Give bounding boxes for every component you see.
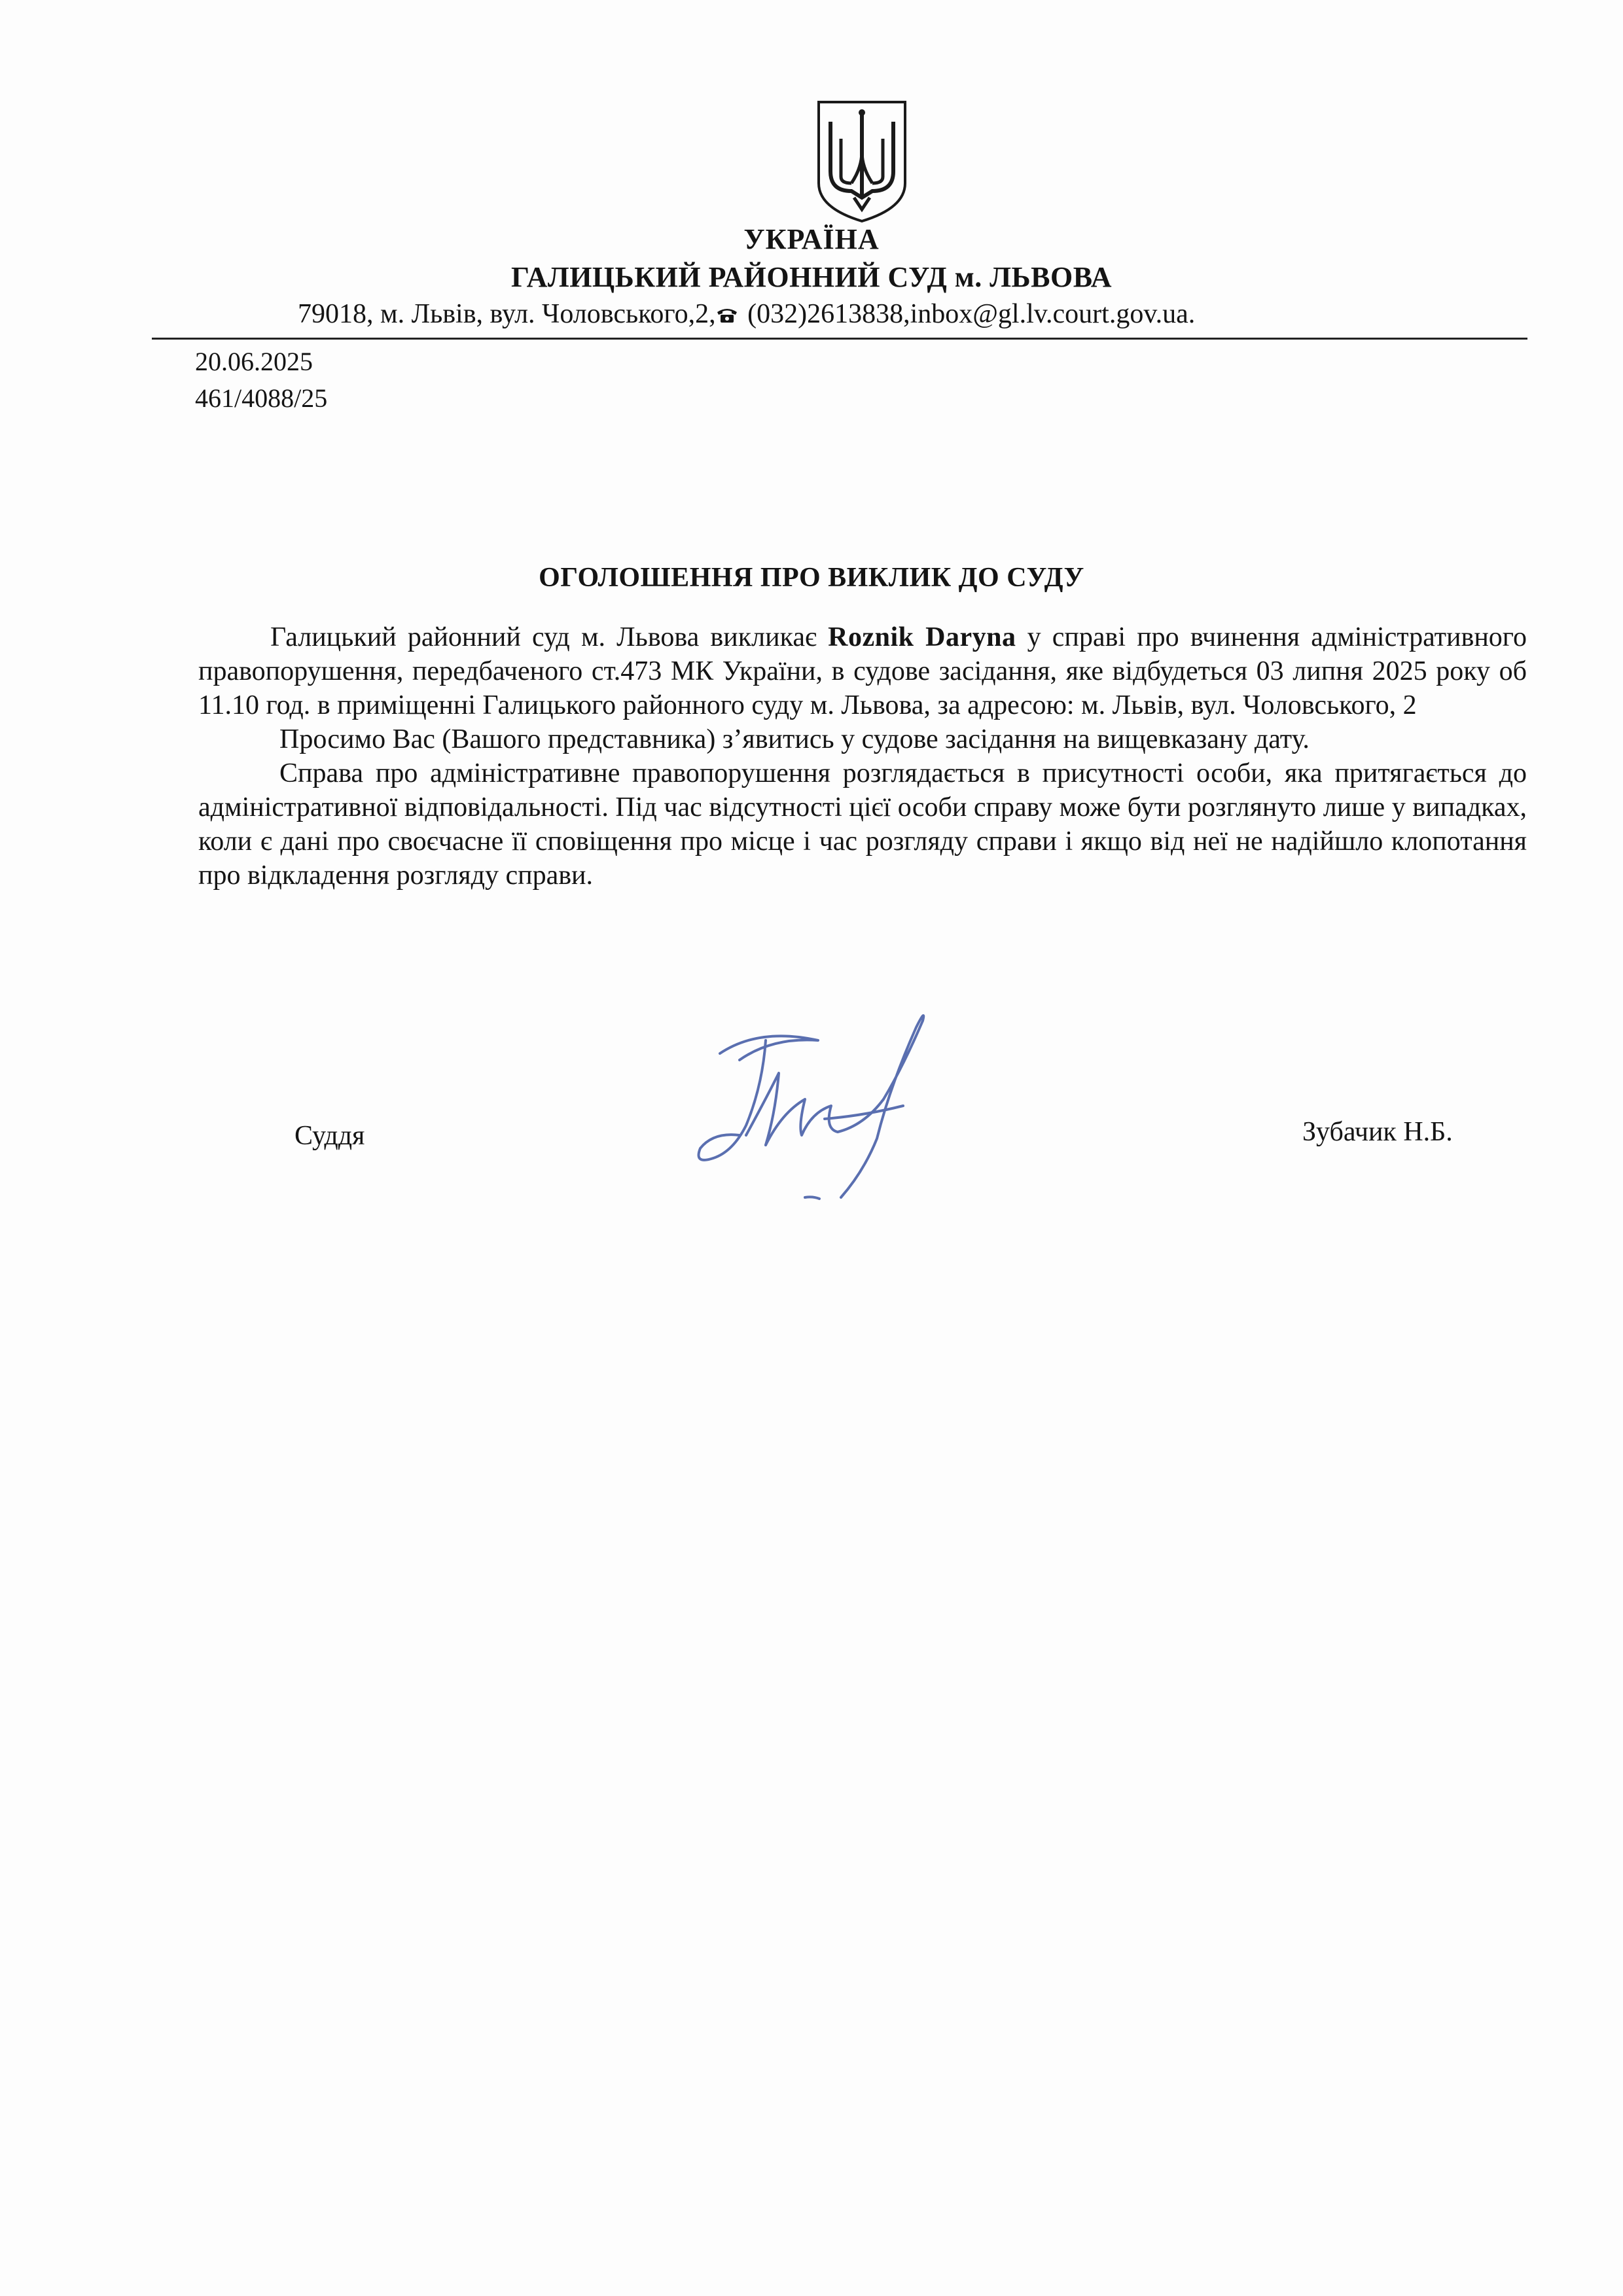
paragraph-request: Просимо Вас (Вашого представника) з’явитись у судове засідання на вищевказану дату.: [279, 724, 1310, 754]
document-title: ОГОЛОШЕННЯ ПРО ВИКЛИК ДО СУДУ: [539, 563, 1084, 593]
handwritten-signature: [668, 1001, 955, 1210]
paragraph-summons: [198, 620, 1527, 722]
header-divider: [152, 338, 1527, 340]
document-date: 20.06.2025: [195, 347, 313, 376]
summoned-person-name: Roznik Daryna: [828, 622, 1016, 652]
trident-coat-of-arms-icon: [815, 99, 909, 224]
summons-details: у справі про вчинення адміністративного правопорушення, передбаченого ст.473 МК України, в судове засідання, яке відбудеться 03 липня 2025 року об 11.10 год. в приміщенні Галицького районного суду м. Львова, за адресою: м. Львів, вул. Чоловського, 2: [198, 622, 1527, 720]
document-body: [198, 620, 1527, 892]
address-prefix: 79018, м. Львів, вул. Чоловського,2,: [298, 299, 716, 329]
paragraph-procedure: Справа про адміністративне правопорушення розглядається в присутності особи, яка притягається до адміністративної відповідальності. Під час відсутності цієї особи справу може бути розглянуто лише у випадках, коли є дані про своєчасне її сповіщення про місце і час розгляду справи і якщо від неї не надійшло клопотання про відкладення розгляду справи.: [198, 758, 1527, 891]
case-number: 461/4088/25: [195, 383, 328, 413]
judge-name: Зубачик Н.Б.: [1302, 1117, 1453, 1147]
judge-role: Суддя: [294, 1121, 365, 1151]
telephone-icon: [716, 307, 738, 324]
court-heading: ГАЛИЦЬКИЙ РАЙОННИЙ СУД м. ЛЬВОВА: [510, 261, 1113, 293]
country-heading: УКРАЇНА: [743, 223, 880, 255]
court-address: [298, 296, 1195, 332]
address-contacts: (032)2613838,inbox@gl.lv.court.gov.ua.: [740, 299, 1196, 329]
summons-intro: Галицький районний суд м. Львова викликає: [270, 622, 829, 652]
